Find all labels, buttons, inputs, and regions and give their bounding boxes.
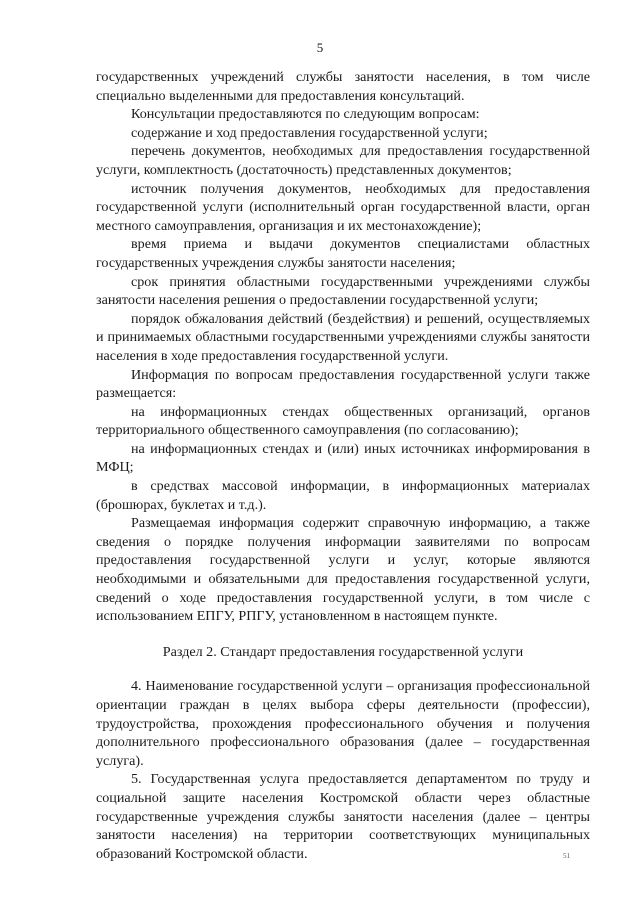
paragraph: государственных учреждений службы занятости населения, в том числе специально выделенными для предоставления консультаций. [96, 69, 590, 104]
paragraph: порядок обжалования действий (бездействия) и решений, осуществляемых и принимаемых областными государственными учреждениями службы занятости населения в ходе предоставления государственной услуги. [96, 310, 590, 364]
section-heading: Раздел 2. Стандарт предоставления государственной услуги [162, 643, 524, 660]
paragraph: время приема и выдачи документов специалистами областных государственных учреждения службы занятости населения; [96, 236, 590, 271]
section-paragraph: 4. Наименование государственной услуги – организация профессиональной ориентации граждан в целях выбора сферы деятельности (профессии), трудоустройства, прохождения профессионального обучения и получения дополнительного профессионального образования (далее – государственная услуга). [96, 678, 590, 769]
paragraph: источник получения документов, необходимых для предоставления государственной услуги (исполнительный орган государственной власти, орган местного самоуправления, организация и их местонахождение); [96, 180, 590, 234]
corner-mark: 51 [563, 852, 570, 860]
section-paragraph: 5. Государственная услуга предоставляется департаментом по труду и социальной защите населения Костромской области через областные государственные учреждения службы занятости населения (далее – центры занятости населения) на территории соответствующих муниципальных образований Костромской области. [96, 771, 590, 862]
paragraph: Консультации предоставляются по следующим вопросам: [131, 106, 480, 123]
paragraph: Размещаемая информация содержит справочную информацию, а также сведения о порядке получения информации заявителями по вопросам предоставления государственной услуги и услуг, которые являются необходимыми и обязательными для предоставления государственной услуги, сведений о ходе предоставления государственной услуги, в том числе с использованием ЕПГУ, РПГУ, установленном в настоящем пункте. [96, 515, 590, 625]
paragraph: в средствах массовой информации, в информационных материалах (брошюрах, буклетах и т.д.). [96, 478, 590, 513]
paragraph: перечень документов, необходимых для предоставления государственной услуги, комплектность (достаточность) представленных документов; [96, 143, 590, 178]
page-number: 5 [316, 40, 324, 55]
paragraph: Информация по вопросам предоставления государственной услуги также размещается: [96, 366, 590, 402]
document-body [96, 68, 590, 863]
paragraph: на информационных стендах общественных организаций, органов территориального общественного самоуправления (по согласованию); [96, 403, 590, 439]
paragraph: срок принятия областными государственными учреждениями службы занятости населения решения о предоставлении государственной услуги; [96, 273, 590, 309]
paragraph: содержание и ход предоставления государственной услуги; [131, 124, 488, 141]
paragraph: на информационных стендах и (или) иных источниках информирования в МФЦ; [96, 440, 590, 476]
